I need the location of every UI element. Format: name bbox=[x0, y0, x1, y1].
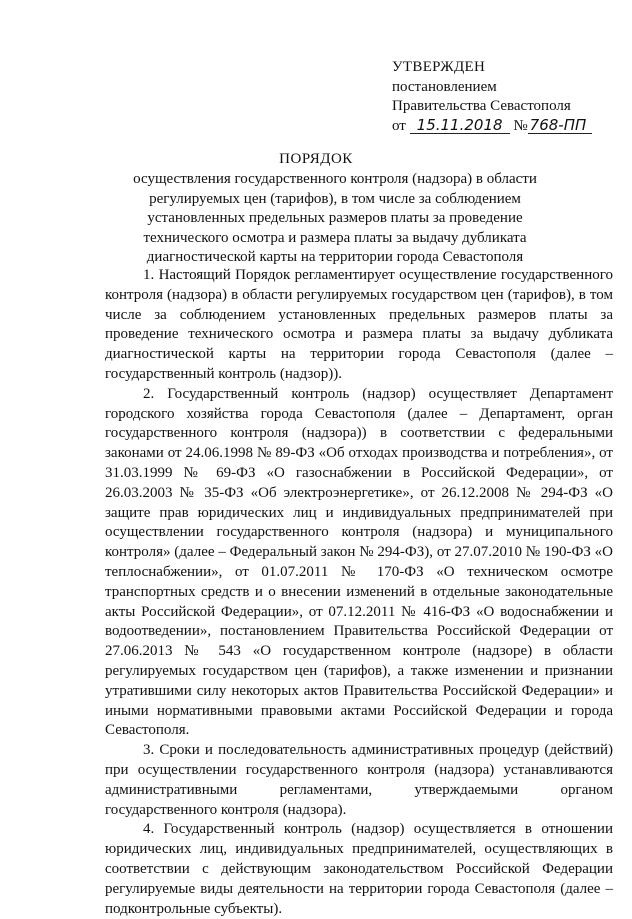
number-label: № bbox=[513, 117, 528, 134]
paragraph-4: 4. Государственный контроль (надзор) осуществляется в отношении юридических лиц, индивидуальных предпринимателей, осуществляющих в соответствии с действующим законодательством Российской Федерации регулируемые виды деятельности на территории города Севастополя (далее – подконтрольные субъекты). bbox=[105, 821, 613, 917]
approval-date-number bbox=[392, 117, 622, 137]
document-body bbox=[105, 266, 613, 919]
approval-line-government: Правительства Севастополя bbox=[392, 98, 571, 114]
document-subtitle: осуществления государственного контроля (надзора) в области регулируемых цен (тарифов), в том числе за соблюдением установленных предельных размеров платы за проведение технического осмотра и размера платы за выдачу дубликата диагностической карты на территории города Севастополя bbox=[133, 171, 537, 266]
document-title: ПОРЯДОК bbox=[279, 151, 353, 167]
approval-line-resolution: постановлением bbox=[392, 78, 497, 95]
paragraph-2: 2. Государственный контроль (надзор) осуществляет Департамент городского хозяйства города Севастополя (далее – Департамент, орган государственного контроля (надзора)) в соответствии с федеральными законами от 24.06.1998 № 89-ФЗ «Об отходах производства и потребления», от 31.03.1999 № 69-ФЗ «О газоснабжении в Российской Федерации», от 26.03.2003 № 35-ФЗ «Об электроэнергетике», от 26.12.2008 № 294-ФЗ «О защите прав юридических лиц и индивидуальных предпринимателей при осуществлении государственного контроля (надзора) и муниципального контроля» (далее – Федеральный закон № 294-ФЗ), от 27.07.2010 № 190-ФЗ «О теплоснабжении», от 01.07.2011 № 170-ФЗ «О техническом осмотре транспортных средств и о внесении изменений в отдельные законодательные акты Российской Федерации», от 07.12.2011 № 416-ФЗ «О водоснабжении и водоотведении», постановлением Правительства Российской Федерации от 27.06.2013 № 543 «О государственном контроле (надзоре) в области регулируемых государством цен (тарифов), а также изменении и признании утратившими силу некоторых актов Правительства Российской Федерации» и иными нормативными правовыми актами Российской Федерации и города Севастополя. bbox=[105, 385, 613, 739]
approval-stamp: УТВЕРЖДЕН bbox=[392, 59, 486, 75]
paragraph-3: 3. Сроки и последовательность административных процедур (действий) при осуществлении государственного контроля (надзора) устанавливаются административными регламентами, утверждаемыми органом государственного контроля (надзора). bbox=[105, 742, 613, 818]
handwritten-date: 15.11.2018 bbox=[410, 117, 510, 134]
handwritten-number: 768-ПП bbox=[528, 117, 592, 134]
paragraph-1: 1. Настоящий Порядок регламентирует осуществление государственного контроля (надзора) в области регулируемых государством цен (тарифов), в том числе за соблюдением установленных предельных размеров платы за проведение технического осмотра и размера платы за выдачу дубликата диагностической карты на территории города Севастополя (далее – государственный контроль (надзор)). bbox=[105, 267, 613, 382]
from-label: от bbox=[392, 117, 406, 134]
approval-block bbox=[392, 58, 622, 136]
